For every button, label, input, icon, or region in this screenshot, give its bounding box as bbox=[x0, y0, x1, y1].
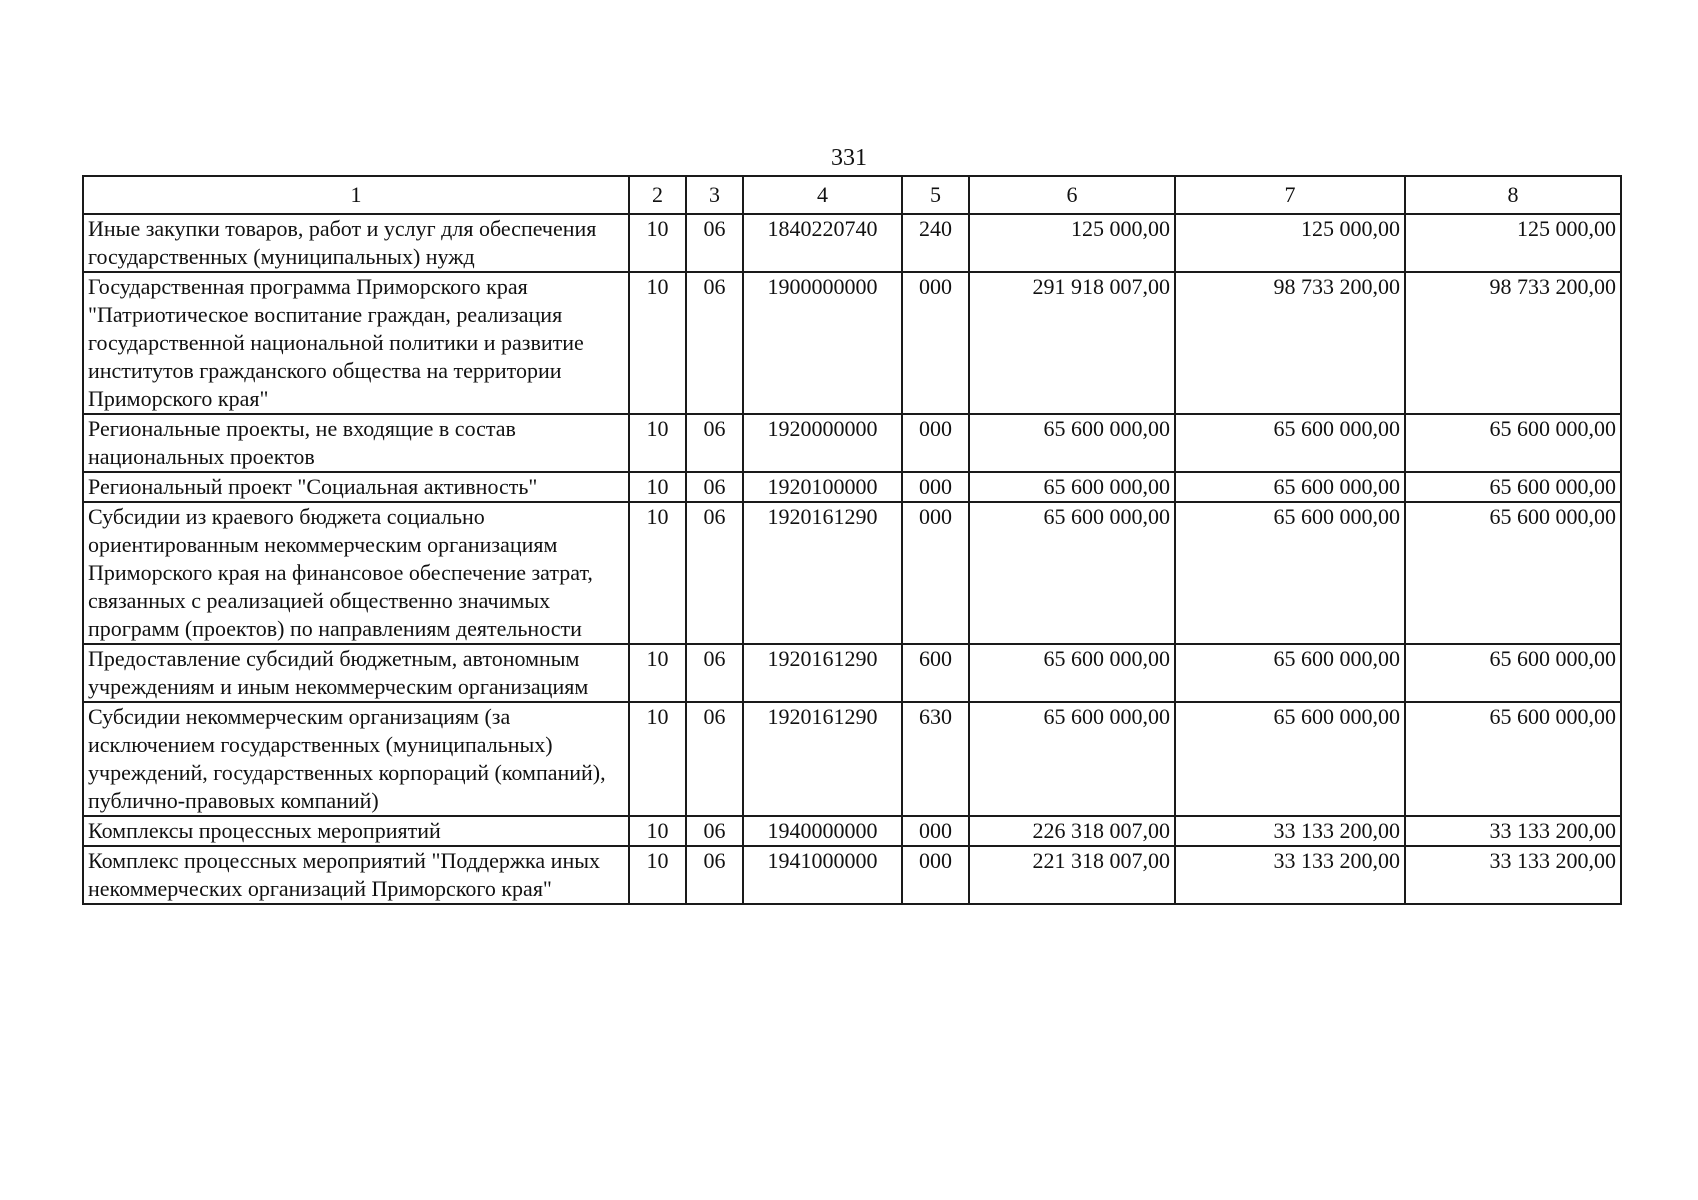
amount-col-7: 98 733 200,00 bbox=[1175, 272, 1405, 414]
section-code: 10 bbox=[629, 272, 686, 414]
column-header-1: 1 bbox=[83, 176, 629, 214]
row-name: Государственная программа Приморского края "Патриотическое воспитание граждан, реализация государственной национальной политики и развитие институтов гражданского общества на территории Приморского края" bbox=[83, 272, 629, 414]
row-name: Субсидии некоммерческим организациям (за исключением государственных (муниципальных) учреждений, государственных корпораций (компаний), публично-правовых компаний) bbox=[83, 702, 629, 816]
amount-col-7: 65 600 000,00 bbox=[1175, 414, 1405, 472]
expense-type-code: 630 bbox=[902, 702, 969, 816]
section-code: 10 bbox=[629, 846, 686, 904]
subsection-code: 06 bbox=[686, 214, 743, 272]
column-header-6: 6 bbox=[969, 176, 1175, 214]
amount-col-8: 65 600 000,00 bbox=[1405, 502, 1621, 644]
section-code: 10 bbox=[629, 702, 686, 816]
column-header-3: 3 bbox=[686, 176, 743, 214]
target-article-code: 1920000000 bbox=[743, 414, 902, 472]
subsection-code: 06 bbox=[686, 414, 743, 472]
column-header-2: 2 bbox=[629, 176, 686, 214]
section-code: 10 bbox=[629, 502, 686, 644]
section-code: 10 bbox=[629, 414, 686, 472]
row-name: Предоставление субсидий бюджетным, автономным учреждениям и иным некоммерческим организациям bbox=[83, 644, 629, 702]
amount-col-7: 65 600 000,00 bbox=[1175, 502, 1405, 644]
row-name: Комплекс процессных мероприятий "Поддержка иных некоммерческих организаций Приморского края" bbox=[83, 846, 629, 904]
amount-col-6: 226 318 007,00 bbox=[969, 816, 1175, 846]
section-code: 10 bbox=[629, 644, 686, 702]
expense-type-code: 000 bbox=[902, 502, 969, 644]
column-header-4: 4 bbox=[743, 176, 902, 214]
expense-type-code: 240 bbox=[902, 214, 969, 272]
column-header-5: 5 bbox=[902, 176, 969, 214]
table-row bbox=[83, 214, 1621, 272]
expense-type-code: 000 bbox=[902, 846, 969, 904]
expense-type-code: 000 bbox=[902, 472, 969, 502]
target-article-code: 1920100000 bbox=[743, 472, 902, 502]
target-article-code: 1920161290 bbox=[743, 502, 902, 644]
table-row bbox=[83, 816, 1621, 846]
table-row bbox=[83, 644, 1621, 702]
expense-type-code: 000 bbox=[902, 414, 969, 472]
amount-col-7: 65 600 000,00 bbox=[1175, 472, 1405, 502]
target-article-code: 1920161290 bbox=[743, 644, 902, 702]
amount-col-6: 65 600 000,00 bbox=[969, 414, 1175, 472]
subsection-code: 06 bbox=[686, 816, 743, 846]
amount-col-8: 65 600 000,00 bbox=[1405, 414, 1621, 472]
subsection-code: 06 bbox=[686, 502, 743, 644]
table-row bbox=[83, 502, 1621, 644]
subsection-code: 06 bbox=[686, 702, 743, 816]
amount-col-8: 98 733 200,00 bbox=[1405, 272, 1621, 414]
expense-type-code: 000 bbox=[902, 272, 969, 414]
table-row bbox=[83, 846, 1621, 904]
amount-col-6: 65 600 000,00 bbox=[969, 644, 1175, 702]
amount-col-8: 65 600 000,00 bbox=[1405, 702, 1621, 816]
row-name: Региональный проект "Социальная активность" bbox=[83, 472, 629, 502]
subsection-code: 06 bbox=[686, 272, 743, 414]
amount-col-8: 33 133 200,00 bbox=[1405, 816, 1621, 846]
amount-col-8: 65 600 000,00 bbox=[1405, 472, 1621, 502]
row-name: Комплексы процессных мероприятий bbox=[83, 816, 629, 846]
row-name: Иные закупки товаров, работ и услуг для обеспечения государственных (муниципальных) нужд bbox=[83, 214, 629, 272]
amount-col-7: 125 000,00 bbox=[1175, 214, 1405, 272]
amount-col-8: 125 000,00 bbox=[1405, 214, 1621, 272]
amount-col-6: 65 600 000,00 bbox=[969, 502, 1175, 644]
page-number: 331 bbox=[831, 145, 867, 171]
table-row bbox=[83, 472, 1621, 502]
target-article-code: 1940000000 bbox=[743, 816, 902, 846]
amount-col-6: 221 318 007,00 bbox=[969, 846, 1175, 904]
subsection-code: 06 bbox=[686, 472, 743, 502]
subsection-code: 06 bbox=[686, 846, 743, 904]
amount-col-6: 65 600 000,00 bbox=[969, 702, 1175, 816]
row-name: Региональные проекты, не входящие в состав национальных проектов bbox=[83, 414, 629, 472]
section-code: 10 bbox=[629, 816, 686, 846]
amount-col-6: 291 918 007,00 bbox=[969, 272, 1175, 414]
header-row bbox=[83, 176, 1621, 214]
expense-type-code: 600 bbox=[902, 644, 969, 702]
target-article-code: 1840220740 bbox=[743, 214, 902, 272]
subsection-code: 06 bbox=[686, 644, 743, 702]
amount-col-8: 33 133 200,00 bbox=[1405, 846, 1621, 904]
amount-col-7: 33 133 200,00 bbox=[1175, 816, 1405, 846]
target-article-code: 1920161290 bbox=[743, 702, 902, 816]
section-code: 10 bbox=[629, 472, 686, 502]
column-header-8: 8 bbox=[1405, 176, 1621, 214]
table-row bbox=[83, 702, 1621, 816]
amount-col-6: 65 600 000,00 bbox=[969, 472, 1175, 502]
expense-type-code: 000 bbox=[902, 816, 969, 846]
row-name: Субсидии из краевого бюджета социально ориентированным некоммерческим организациям Приморского края на финансовое обеспечение затрат, связанных с реализацией общественно значимых программ (проектов) по направлениям деятельности bbox=[83, 502, 629, 644]
column-header-7: 7 bbox=[1175, 176, 1405, 214]
target-article-code: 1900000000 bbox=[743, 272, 902, 414]
section-code: 10 bbox=[629, 214, 686, 272]
budget-table bbox=[82, 175, 1622, 905]
amount-col-8: 65 600 000,00 bbox=[1405, 644, 1621, 702]
table-row bbox=[83, 414, 1621, 472]
amount-col-7: 65 600 000,00 bbox=[1175, 702, 1405, 816]
amount-col-7: 33 133 200,00 bbox=[1175, 846, 1405, 904]
amount-col-7: 65 600 000,00 bbox=[1175, 644, 1405, 702]
table-row bbox=[83, 272, 1621, 414]
target-article-code: 1941000000 bbox=[743, 846, 902, 904]
amount-col-6: 125 000,00 bbox=[969, 214, 1175, 272]
